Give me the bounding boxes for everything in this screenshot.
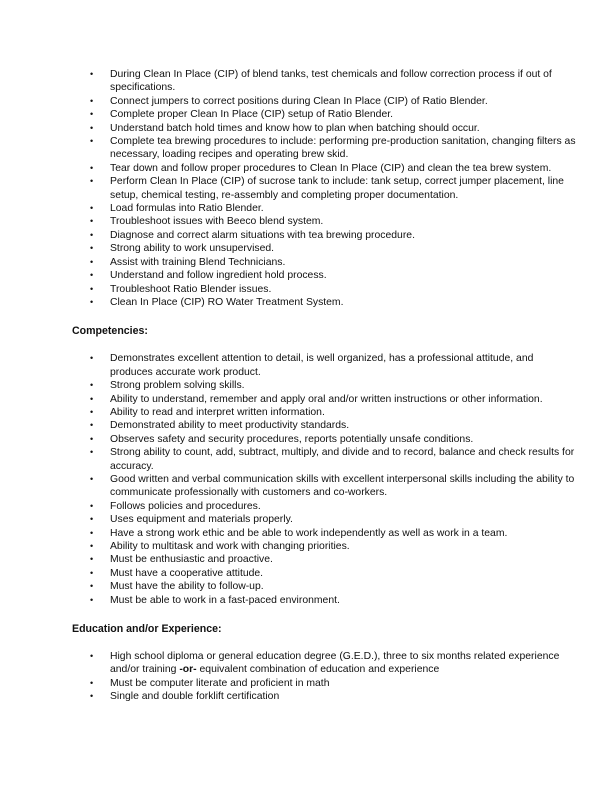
competency-item-text: Must be able to work in a fast-paced environment. [110, 594, 340, 606]
competency-item-text: Ability to multitask and work with changing priorities. [110, 541, 350, 552]
bullet-icon: • [90, 651, 94, 662]
competency-item [72, 540, 576, 553]
competency-item [72, 553, 576, 566]
education-item-text: High school diploma or general education degree (G.E.D.), three to six months related experience and/or training [110, 651, 560, 676]
duty-item [72, 202, 576, 215]
duty-item-text: Troubleshoot issues with Beeco blend system. [110, 216, 324, 228]
competency-item [72, 406, 576, 419]
competency-item-text: Good written and verbal communication skills with excellent interpersonal skills including the ability to communicate professionally with customers and co-workers. [110, 473, 575, 499]
competency-item [72, 594, 576, 607]
bullet-icon: • [90, 514, 94, 525]
competency-item [72, 433, 576, 446]
competency-item-text: Demonstrates excellent attention to detail, is well organized, has a professional attitude, and produces accurate work product. [110, 353, 534, 378]
bullet-icon: • [90, 420, 94, 431]
duty-item [72, 122, 576, 135]
duty-item [72, 135, 576, 162]
bullet-icon: • [90, 353, 94, 364]
duty-item [72, 269, 576, 282]
bullet-icon: • [90, 122, 94, 133]
competency-item-text: Have a strong work ethic and be able to work independently as well as work in a team. [110, 527, 508, 539]
competency-item-text: Uses equipment and materials properly. [110, 514, 293, 526]
bullet-icon: • [90, 176, 94, 187]
bullet-icon: • [90, 256, 94, 267]
competencies-heading: Competencies: [72, 325, 148, 338]
competency-item-text: Observes safety and security procedures, reports potentially unsafe conditions. [110, 433, 474, 445]
duty-item-text: Troubleshoot Ratio Blender issues. [110, 283, 272, 295]
duty-item [72, 162, 576, 175]
bullet-icon: • [90, 136, 94, 147]
bullet-icon: • [90, 447, 94, 458]
education-item [72, 690, 576, 703]
bullet-icon: • [90, 567, 94, 578]
education-item-text: equivalent combination of education and experience [196, 664, 440, 676]
duty-item-text: Complete proper Clean In Place (CIP) setup of Ratio Blender. [110, 109, 394, 121]
duty-item-text: Understand and follow ingredient hold process. [110, 270, 327, 282]
duty-item [72, 283, 576, 296]
duty-item-text: Perform Clean In Place (CIP) of sucrose tank to include: tank setup, correct jumper placement, line setup, chemical testing, re-assembly and completing proper documentation. [110, 176, 564, 201]
duty-item [72, 175, 576, 202]
education-item-text: Must be computer literate and proficient in math [110, 677, 330, 689]
competency-item [72, 446, 576, 473]
education-item [72, 677, 576, 690]
bullet-icon: • [90, 527, 94, 538]
bullet-icon: • [90, 500, 94, 511]
duty-item-text: Understand batch hold times and know how to plan when batching should occur. [110, 122, 480, 134]
bullet-icon: • [90, 393, 94, 404]
duty-item-text: During Clean In Place (CIP) of blend tanks, test chemicals and follow correction process if out of specifications. [110, 69, 552, 94]
competency-item-text: Must be enthusiastic and proactive. [110, 554, 273, 566]
duty-item [72, 296, 576, 309]
bullet-icon: • [90, 380, 94, 391]
education-heading: Education and/or Experience: [72, 623, 222, 636]
duty-item-text: Complete tea brewing procedures to include: performing pre-production sanitation, changing filters as necessary, loading recipes and operating brew skid. [110, 136, 576, 161]
bullet-icon: • [90, 554, 94, 565]
competency-item-text: Must have a cooperative attitude. [110, 567, 264, 579]
bullet-icon: • [90, 691, 94, 702]
bullet-icon: • [90, 95, 94, 106]
competencies-list [72, 352, 576, 607]
competency-item [72, 419, 576, 432]
bullet-icon: • [90, 109, 94, 120]
emphasis-text: -or- [179, 664, 197, 676]
bullet-icon: • [90, 296, 94, 307]
duty-item [72, 242, 576, 255]
bullet-icon: • [90, 69, 94, 79]
competency-item-text: Strong problem solving skills. [110, 380, 245, 392]
competency-item [72, 352, 576, 379]
competency-item [72, 500, 576, 513]
bullet-icon: • [90, 216, 94, 227]
competency-item-text: Demonstrated ability to meet productivity standards. [110, 420, 350, 432]
bullet-icon: • [90, 229, 94, 240]
duty-item [72, 256, 576, 269]
duty-item [72, 68, 576, 95]
competency-item-text: Strong ability to count, add, subtract, multiply, and divide and to record, balance and check results for accuracy. [110, 447, 575, 472]
duty-item-text: Connect jumpers to correct positions during Clean In Place (CIP) of Ratio Blender. [110, 95, 488, 107]
duty-item-text: Strong ability to work unsupervised. [110, 243, 275, 255]
bullet-icon: • [90, 677, 94, 688]
duty-item-text: Diagnose and correct alarm situations with tea brewing procedure. [110, 229, 415, 241]
competency-item [72, 527, 576, 540]
bullet-icon: • [90, 162, 94, 173]
duty-item [72, 215, 576, 228]
duty-item [72, 108, 576, 121]
bullet-icon: • [90, 594, 94, 605]
duty-item-text: Load formulas into Ratio Blender. [110, 203, 264, 215]
bullet-icon: • [90, 243, 94, 254]
education-item [72, 650, 576, 677]
competency-item [72, 473, 576, 500]
duty-item-text: Tear down and follow proper procedures to Clean In Place (CIP) and clean the tea brew system. [110, 162, 552, 174]
competency-item-text: Ability to read and interpret written information. [110, 406, 325, 418]
competency-item [72, 513, 576, 526]
competency-item [72, 580, 576, 593]
competency-item [72, 379, 576, 392]
bullet-icon: • [90, 203, 94, 214]
bullet-icon: • [90, 473, 94, 484]
competency-item-text: Follows policies and procedures. [110, 500, 261, 512]
duty-item-text: Clean In Place (CIP) RO Water Treatment System. [110, 296, 344, 308]
bullet-icon: • [90, 283, 94, 294]
competency-item [72, 393, 576, 406]
bullet-icon: • [90, 406, 94, 417]
bullet-icon: • [90, 270, 94, 281]
bullet-icon: • [90, 581, 94, 592]
education-item-text: Single and double forklift certification [110, 691, 280, 703]
duty-item-text: Assist with training Blend Technicians. [110, 256, 286, 268]
competency-item [72, 567, 576, 580]
competency-item-text: Must have the ability to follow-up. [110, 581, 264, 593]
duty-item [72, 229, 576, 242]
bullet-icon: • [90, 433, 94, 444]
duties-list [72, 68, 576, 309]
duty-item [72, 95, 576, 108]
bullet-icon: • [90, 541, 94, 551]
education-list [72, 650, 576, 704]
competency-item-text: Ability to understand, remember and apply oral and/or written instructions or other information. [110, 393, 543, 405]
